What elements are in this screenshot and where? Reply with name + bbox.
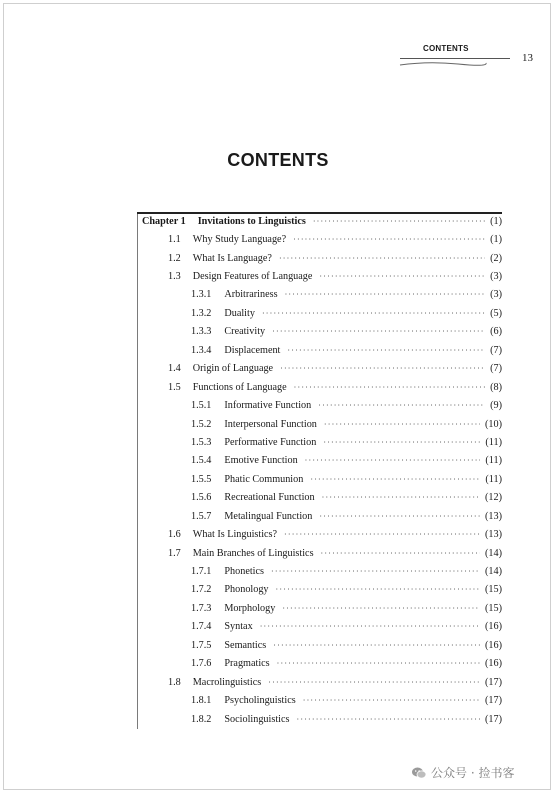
toc-entry-page: (16) <box>485 658 502 670</box>
toc-entry[interactable] <box>142 544 502 562</box>
toc-entry[interactable] <box>142 341 502 359</box>
toc-entry[interactable] <box>142 323 502 341</box>
toc-entry-number: 1.3.4 <box>191 344 212 356</box>
toc-entry-page: (14) <box>485 566 502 578</box>
toc-entry-title: Design Features of Language <box>192 271 313 283</box>
toc-entry-title: Invitations to Linguistics <box>197 215 306 227</box>
toc-entry-page: (5) <box>490 307 502 319</box>
toc-entry-title: Psycholinguistics <box>224 695 296 707</box>
watermark-text: 公众号 · 捡书客 <box>431 766 515 780</box>
toc-entry-number: 1.5.1 <box>191 400 212 412</box>
toc-entry[interactable] <box>142 267 502 285</box>
toc-entry-page: (1) <box>490 234 502 246</box>
toc-entry-page: (12) <box>485 492 502 504</box>
toc-chapter-entry[interactable] <box>142 212 502 230</box>
toc-entry-title: Displacement <box>224 344 281 356</box>
toc-dot-leader <box>321 549 480 558</box>
toc-dot-leader <box>268 678 480 687</box>
toc-entry-number: Chapter 1 <box>142 215 186 227</box>
toc-entry-page: (8) <box>490 381 502 393</box>
toc-entry-page: (15) <box>485 584 502 596</box>
toc-entry[interactable] <box>142 489 502 507</box>
toc-dot-leader <box>277 659 480 668</box>
toc-entry-page: (15) <box>485 602 502 614</box>
toc-entry-number: 1.8 <box>168 676 181 688</box>
toc-entry[interactable] <box>142 360 502 378</box>
toc-dot-leader <box>310 475 480 484</box>
wechat-icon <box>411 765 427 781</box>
toc-entry[interactable] <box>142 636 502 654</box>
toc-dot-leader <box>294 383 485 392</box>
toc-entry[interactable] <box>142 249 502 267</box>
toc-entry-number: 1.5.6 <box>191 492 212 504</box>
toc-entry[interactable] <box>142 599 502 617</box>
toc-entry[interactable] <box>142 452 502 470</box>
toc-entry-number: 1.3.2 <box>191 307 212 319</box>
toc-entry-number: 1.7.5 <box>191 639 212 651</box>
toc-entry-number: 1.6 <box>168 529 181 541</box>
toc-entry-number: 1.8.1 <box>191 695 212 707</box>
toc-dot-leader <box>319 272 485 281</box>
toc-entry-title: Arbitrariness <box>224 289 278 301</box>
toc-dot-leader <box>276 585 480 594</box>
toc-dot-leader <box>296 715 480 724</box>
running-head-rule <box>400 58 510 59</box>
toc-entry[interactable] <box>142 710 502 728</box>
toc-entry[interactable] <box>142 378 502 396</box>
toc-entry[interactable] <box>142 433 502 451</box>
toc-entry-number: 1.5.4 <box>191 455 212 467</box>
toc-entry[interactable] <box>142 286 502 304</box>
toc-entry-page: (16) <box>485 639 502 651</box>
toc-entry-title: Recreational Function <box>224 492 315 504</box>
toc-entry[interactable] <box>142 230 502 248</box>
toc-entry-page: (17) <box>485 713 502 725</box>
toc-dot-leader <box>324 420 480 429</box>
toc-entry-page: (14) <box>485 547 502 559</box>
toc-dot-leader <box>313 217 485 226</box>
toc-entry-title: Duality <box>224 307 255 319</box>
toc-entry-number: 1.7.6 <box>191 658 212 670</box>
toc-entry-number: 1.5.2 <box>191 418 212 430</box>
page-title: CONTENTS <box>227 150 329 170</box>
toc-entry[interactable] <box>142 581 502 599</box>
toc-dot-leader <box>271 567 480 576</box>
toc-entry[interactable] <box>142 304 502 322</box>
toc-entry-page: (1) <box>490 215 502 227</box>
toc-entry-number: 1.3 <box>168 271 181 283</box>
toc-entry-title: Origin of Language <box>192 363 274 375</box>
toc-entry-number: 1.1 <box>168 234 181 246</box>
running-head-swoosh <box>398 60 488 68</box>
table-of-contents <box>142 212 502 728</box>
toc-entry-title: What Is Linguistics? <box>192 529 278 541</box>
toc-entry-page: (9) <box>490 400 502 412</box>
toc-entry-title: Macrolinguistics <box>192 676 262 688</box>
toc-left-rule <box>137 214 138 729</box>
toc-entry[interactable] <box>142 673 502 691</box>
toc-dot-leader <box>273 641 480 650</box>
toc-entry-number: 1.7 <box>168 547 181 559</box>
toc-entry-page: (6) <box>490 326 502 338</box>
toc-entry[interactable] <box>142 655 502 673</box>
toc-entry-page: (3) <box>490 289 502 301</box>
toc-dot-leader <box>322 493 480 502</box>
toc-entry[interactable] <box>142 507 502 525</box>
toc-entry-number: 1.7.4 <box>191 621 212 633</box>
toc-entry-number: 1.5.7 <box>191 510 212 522</box>
toc-entry-number: 1.4 <box>168 363 181 375</box>
toc-entry-title: Syntax <box>224 621 253 633</box>
toc-entry-title: Pragmatics <box>224 658 270 670</box>
toc-entry-page: (2) <box>490 252 502 264</box>
toc-entry-page: (3) <box>490 271 502 283</box>
toc-entry-number: 1.3.3 <box>191 326 212 338</box>
toc-entry-title: Morphology <box>224 602 276 614</box>
toc-entry-title: Functions of Language <box>192 381 287 393</box>
toc-entry-page: (7) <box>490 363 502 375</box>
toc-entry-title: What Is Language? <box>192 252 272 264</box>
toc-entry-number: 1.8.2 <box>191 713 212 725</box>
toc-entry[interactable] <box>142 618 502 636</box>
toc-entry-page: (16) <box>485 621 502 633</box>
toc-entry-number: 1.5 <box>168 381 181 393</box>
toc-dot-leader <box>318 401 485 410</box>
toc-entry-page: (11) <box>485 436 502 448</box>
toc-entry-number: 1.3.1 <box>191 289 212 301</box>
toc-dot-leader <box>279 254 485 263</box>
toc-dot-leader <box>272 327 485 336</box>
toc-entry-title: Sociolinguistics <box>224 713 290 725</box>
toc-entry-title: Phonology <box>224 584 269 596</box>
toc-entry-title: Phatic Communion <box>224 473 304 485</box>
toc-entry[interactable] <box>142 396 502 414</box>
toc-entry[interactable] <box>142 470 502 488</box>
toc-entry-page: (13) <box>485 529 502 541</box>
running-head: CONTENTS <box>423 44 469 53</box>
watermark <box>411 764 514 781</box>
toc-dot-leader <box>293 235 485 244</box>
toc-dot-leader <box>287 346 485 355</box>
toc-entry-page: (17) <box>485 676 502 688</box>
toc-entry-page: (11) <box>485 473 502 485</box>
toc-dot-leader <box>305 456 481 465</box>
toc-entry-title: Performative Function <box>224 436 317 448</box>
toc-dot-leader <box>282 604 480 613</box>
toc-dot-leader <box>319 512 480 521</box>
toc-entry[interactable] <box>142 415 502 433</box>
toc-entry-number: 1.7.2 <box>191 584 212 596</box>
toc-entry-page: (13) <box>485 510 502 522</box>
toc-dot-leader <box>323 438 480 447</box>
toc-entry-page: (11) <box>485 455 502 467</box>
toc-dot-leader <box>262 309 485 318</box>
toc-dot-leader <box>284 530 480 539</box>
toc-entry-title: Informative Function <box>224 400 312 412</box>
toc-entry-number: 1.7.1 <box>191 566 212 578</box>
toc-entry-title: Creativity <box>224 326 266 338</box>
toc-entry-title: Main Branches of Linguistics <box>192 547 314 559</box>
toc-dot-leader <box>260 622 480 631</box>
toc-dot-leader <box>285 290 486 299</box>
toc-entry-title: Semantics <box>224 639 267 651</box>
toc-entry[interactable] <box>142 691 502 709</box>
page-number: 13 <box>522 52 533 64</box>
toc-entry-page: (17) <box>485 695 502 707</box>
toc-dot-leader <box>280 364 485 373</box>
toc-entry-title: Interpersonal Function <box>224 418 317 430</box>
toc-entry[interactable] <box>142 525 502 543</box>
toc-entry-page: (7) <box>490 344 502 356</box>
toc-dot-leader <box>303 696 480 705</box>
toc-entry-title: Metalingual Function <box>224 510 313 522</box>
toc-entry-page: (10) <box>485 418 502 430</box>
toc-entry-number: 1.5.3 <box>191 436 212 448</box>
toc-entry-number: 1.7.3 <box>191 602 212 614</box>
toc-entry-title: Phonetics <box>224 566 264 578</box>
toc-entry[interactable] <box>142 562 502 580</box>
toc-entry-number: 1.2 <box>168 252 181 264</box>
toc-entry-title: Why Study Language? <box>192 234 287 246</box>
toc-entry-number: 1.5.5 <box>191 473 212 485</box>
toc-entry-title: Emotive Function <box>224 455 298 467</box>
